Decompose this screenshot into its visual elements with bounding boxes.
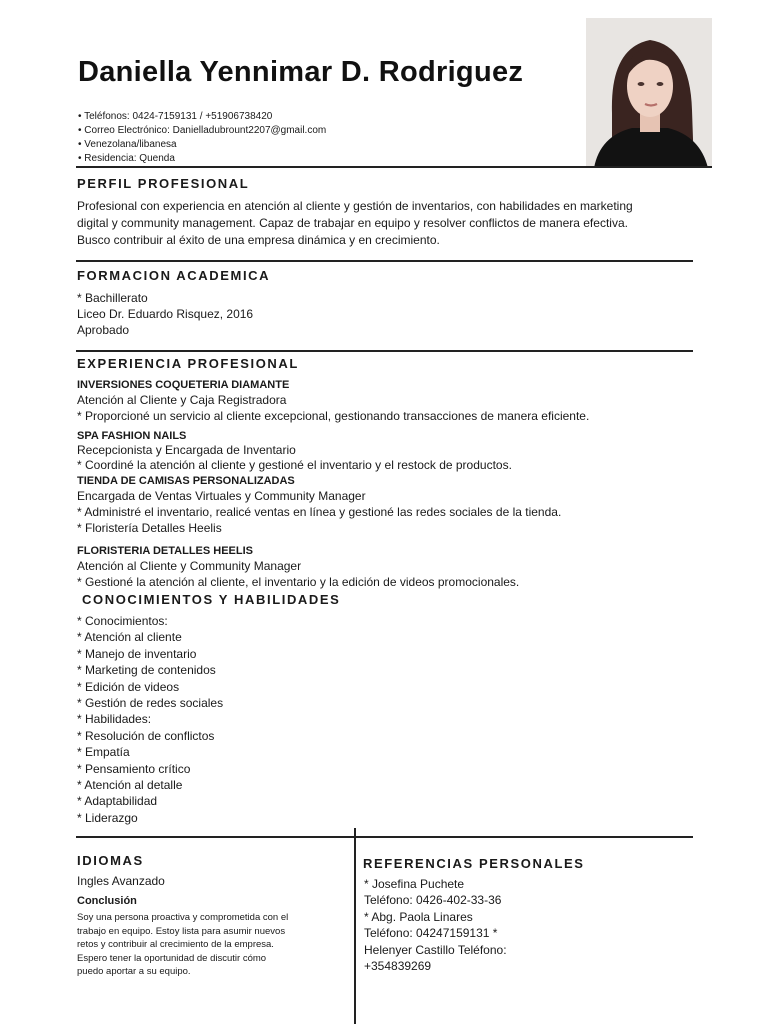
perfil-paragraph xyxy=(77,198,707,249)
section-title-idiomas: IDIOMAS xyxy=(77,853,144,868)
section-title-perfil: PERFIL PROFESIONAL xyxy=(77,176,250,191)
skill-item: * Habilidades: xyxy=(77,712,152,727)
formacion-list xyxy=(77,290,253,338)
reference-line: * Abg. Paola Linares xyxy=(364,909,473,924)
conclusion-line: puedo aportar a su equipo. xyxy=(77,966,191,978)
section-divider xyxy=(76,260,693,262)
job-detail: * Administré el inventario, realicé ventas en línea y gestioné las redes sociales de la tienda. xyxy=(77,505,562,519)
references-list xyxy=(364,876,507,974)
skill-item: * Manejo de inventario xyxy=(77,646,197,661)
conclusion-line: Espero tener la oportunidad de discutir cómo xyxy=(77,952,267,964)
reference-line: Teléfono: 0426-402-33-36 xyxy=(364,893,502,908)
section-title-experiencia: EXPERIENCIA PROFESIONAL xyxy=(77,356,299,371)
section-divider xyxy=(76,836,693,838)
language-level: Ingles Avanzado xyxy=(77,874,165,888)
skill-item: * Atención al cliente xyxy=(77,630,182,645)
job-role: Atención al Cliente y Caja Registradora xyxy=(77,393,287,407)
job-detail: * Gestioné la atención al cliente, el inventario y la edición de videos promocionales. xyxy=(77,575,520,589)
section-divider xyxy=(76,350,693,352)
experience-job xyxy=(77,378,697,424)
reference-line: Teléfono: 04247159131 * xyxy=(364,926,498,941)
reference-line: Helenyer Castillo Teléfono: xyxy=(364,942,507,957)
contact-phone: • Teléfonos: 0424-7159131 / +51906738420 xyxy=(78,110,326,124)
job-role: Recepcionista y Encargada de Inventario xyxy=(77,443,296,457)
formacion-status: Aprobado xyxy=(77,323,130,337)
portrait-image xyxy=(586,18,712,168)
skills-list xyxy=(77,613,223,826)
reference-line: +354839269 xyxy=(364,959,432,974)
perfil-line: digital y community management. Capaz de trabajar en equipo y resolver conflictos de manera efectiva. xyxy=(77,216,628,230)
skill-item: * Edición de videos xyxy=(77,679,180,694)
section-title-referencias: REFERENCIAS PERSONALES xyxy=(363,856,585,871)
job-role: Encargada de Ventas Virtuales y Community Manager xyxy=(77,489,366,503)
conclusion-line: trabajo en equipo. Estoy lista para asumir nuevos xyxy=(77,925,286,937)
header-divider xyxy=(76,166,712,168)
skill-item: * Empatía xyxy=(77,745,130,760)
skill-item: * Pensamiento crítico xyxy=(77,761,191,776)
contact-nationality: • Venezolana/libanesa xyxy=(78,138,326,152)
job-company: FLORISTERIA DETALLES HEELIS xyxy=(77,545,254,557)
experience-job xyxy=(77,429,697,473)
job-company: SPA FASHION NAILS xyxy=(77,430,187,442)
experience-job xyxy=(77,474,697,536)
column-divider xyxy=(354,828,356,1024)
profile-photo xyxy=(586,18,712,168)
skill-item: * Marketing de contenidos xyxy=(77,663,216,678)
candidate-name: Daniella Yennimar D. Rodriguez xyxy=(78,56,524,88)
perfil-line: Busco contribuir al éxito de una empresa dinámica y en crecimiento. xyxy=(77,233,440,247)
section-title-formacion: FORMACION ACADEMICA xyxy=(77,268,271,283)
section-title-conocimientos: CONOCIMIENTOS Y HABILIDADES xyxy=(82,592,341,607)
formacion-degree: * Bachillerato xyxy=(77,291,148,305)
job-detail: * Coordiné la atención al cliente y gestioné el inventario y el restock de productos. xyxy=(77,458,512,472)
conclusion-title: Conclusión xyxy=(77,895,137,907)
skill-item: * Conocimientos: xyxy=(77,614,168,628)
job-detail: * Proporcioné un servicio al cliente excepcional, gestionando transacciones de manera eficiente. xyxy=(77,409,590,423)
reference-line: * Josefina Puchete xyxy=(364,877,465,891)
contact-list xyxy=(78,110,326,166)
contact-email: • Correo Electrónico: Danielladubrount2207@gmail.com xyxy=(78,124,326,138)
skill-item: * Atención al detalle xyxy=(77,778,183,793)
experience-job xyxy=(77,544,697,590)
skill-item: * Liderazgo xyxy=(77,810,138,825)
perfil-line: Profesional con experiencia en atención al cliente y gestión de inventarios, con habilidades en marketing xyxy=(77,199,633,213)
skill-item: * Adaptabilidad xyxy=(77,794,158,809)
conclusion-line: retos y contribuir al crecimiento de la empresa. xyxy=(77,939,274,951)
job-company: TIENDA DE CAMISAS PERSONALIZADAS xyxy=(77,475,295,487)
contact-residence: • Residencia: Quenda xyxy=(78,152,326,166)
job-detail: * Floristería Detalles Heelis xyxy=(77,521,222,535)
job-role: Atención al Cliente y Community Manager xyxy=(77,559,302,573)
job-company: INVERSIONES COQUETERIA DIAMANTE xyxy=(77,379,290,391)
formacion-school: Liceo Dr. Eduardo Risquez, 2016 xyxy=(77,307,254,321)
conclusion-line: Soy una persona proactiva y comprometida con el xyxy=(77,912,289,923)
skill-item: * Resolución de conflictos xyxy=(77,728,215,743)
skill-item: * Gestión de redes sociales xyxy=(77,696,224,711)
conclusion-paragraph xyxy=(77,911,347,979)
